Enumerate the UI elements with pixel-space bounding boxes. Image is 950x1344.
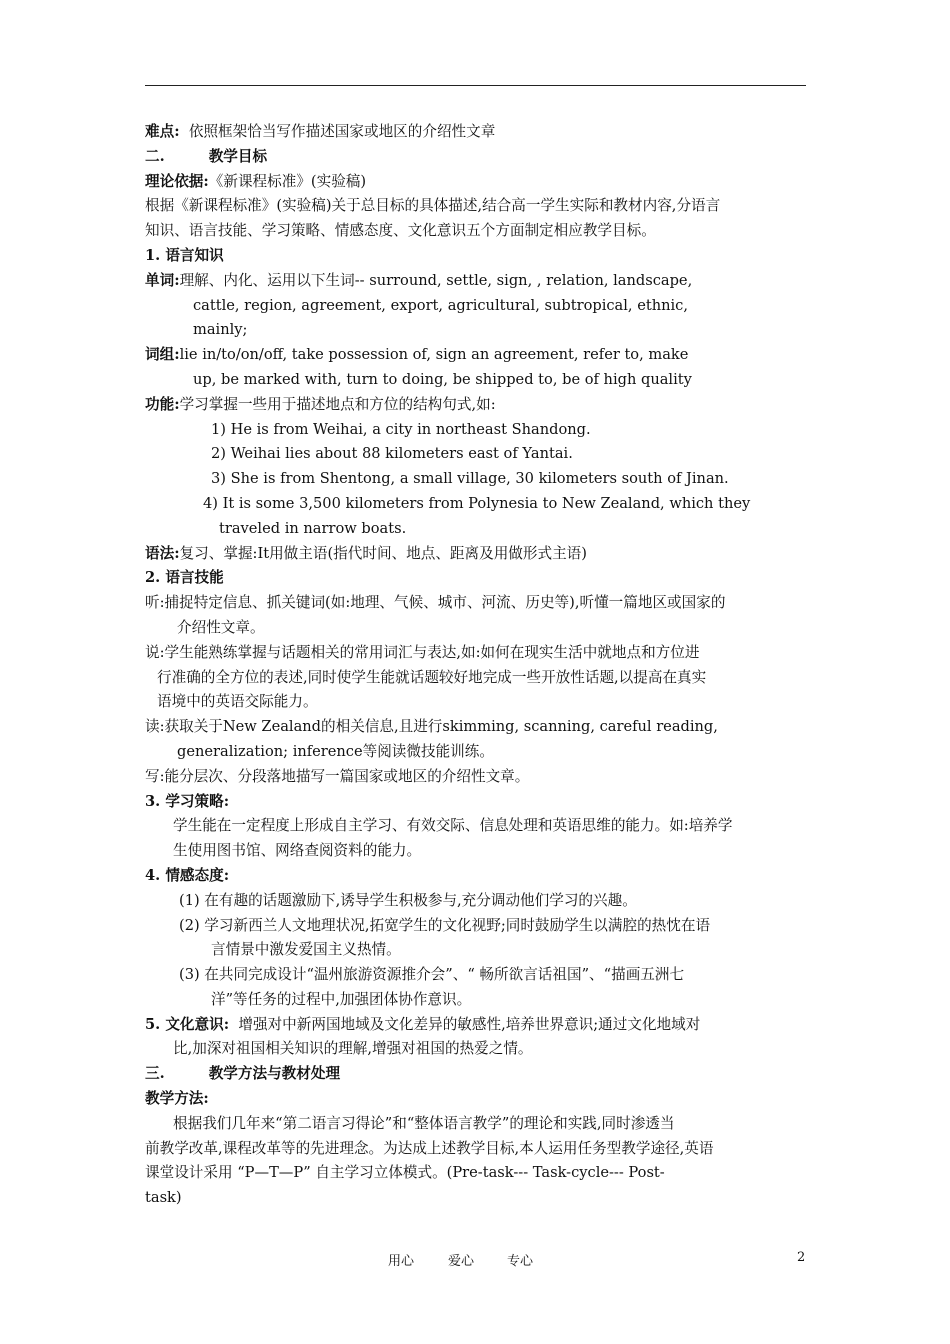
header-rule bbox=[145, 85, 806, 86]
footer-motto: 用心 bbox=[388, 1254, 415, 1269]
section-2-number: 二. bbox=[145, 147, 165, 165]
section-2-heading bbox=[145, 145, 806, 170]
reading-line: 读:获取关于New Zealand的相关信息,且进行skimming, scanning, careful reading, bbox=[145, 718, 718, 736]
phrase-label: 词组: bbox=[145, 346, 180, 364]
phrase-line bbox=[145, 343, 806, 368]
heading-learning-strategy: 3. 学习策略: bbox=[145, 792, 230, 810]
vocab-text: 理解、内化、运用以下生词-- surround, settle, sign, , relation, landscape, bbox=[179, 271, 693, 289]
strategy-line: 生使用图书馆、网络查阅资料的能力。 bbox=[173, 842, 422, 860]
strategy-line: 学生能在一定程度上形成自主学习、有效交际、信息处理和英语思维的能力。如:培养学 bbox=[173, 817, 733, 835]
difficulty-text: 依照框架恰当写作描述国家或地区的介绍性文章 bbox=[188, 123, 496, 140]
heading-language-skills: 2. 语言技能 bbox=[145, 569, 224, 587]
paragraph-line: 知识、语言技能、学习策略、情感态度、文化意识五个方面制定相应教学目标。 bbox=[145, 222, 656, 240]
section-3-heading bbox=[145, 1062, 806, 1087]
vocab-label: 单词: bbox=[145, 271, 180, 289]
method-line: 根据我们几年来“第二语言习得论”和“整体语言教学”的理论和实践,同时渗透当 bbox=[173, 1114, 675, 1132]
page-number: 2 bbox=[797, 1250, 806, 1265]
example-sentence: traveled in narrow boats. bbox=[219, 519, 407, 537]
difficulty-label: 难点: bbox=[145, 123, 180, 140]
culture-line: 比,加深对祖国相关知识的理解,增强对祖国的热爱之情。 bbox=[173, 1040, 533, 1058]
example-sentence: 4) It is some 3,500 kilometers from Polynesia to New Zealand, which they bbox=[203, 494, 751, 512]
attitude-item: 洋”等任务的过程中,加强团体协作意识。 bbox=[211, 990, 472, 1008]
culture-label: 5. 文化意识: bbox=[145, 1015, 230, 1033]
example-sentence: 1) He is from Weihai, a city in northeast Shandong. bbox=[211, 420, 591, 438]
heading-language-knowledge: 1. 语言知识 bbox=[145, 246, 224, 264]
basis-text: 《新课程标准》(实验稿) bbox=[208, 172, 367, 190]
function-line bbox=[145, 393, 806, 418]
attitude-item: (1) 在有趣的话题激励下,诱导学生积极参与,充分调动他们学习的兴趣。 bbox=[179, 891, 637, 909]
speaking-line: 语境中的英语交际能力。 bbox=[157, 693, 318, 711]
vocab-line bbox=[145, 269, 806, 294]
section-3-number: 三. bbox=[145, 1065, 165, 1083]
example-sentence: 3) She is from Shentong, a small village, 30 kilometers south of Jinan. bbox=[211, 470, 729, 488]
writing-line: 写:能分层次、分段落地描写一篇国家或地区的介绍性文章。 bbox=[145, 767, 530, 785]
attitude-item: (2) 学习新西兰人文地理状况,拓宽学生的文化视野;同时鼓励学生以满腔的热忱在语 bbox=[179, 916, 711, 934]
basis-line bbox=[145, 170, 806, 195]
speaking-line: 说:学生能熟练掌握与话题相关的常用词汇与表达,如:如何在现实生活中就地点和方位进 bbox=[145, 643, 700, 661]
function-text: 学习掌握一些用于描述地点和方位的结构句式,如: bbox=[179, 395, 496, 413]
document-body bbox=[145, 120, 806, 1211]
method-label: 教学方法: bbox=[145, 1090, 209, 1108]
footer-motto: 专心 bbox=[507, 1254, 534, 1269]
heading-attitude: 4. 情感态度: bbox=[145, 866, 230, 884]
function-label: 功能: bbox=[145, 395, 180, 413]
example-sentence: 2) Weihai lies about 88 kilometers east of Yantai. bbox=[211, 445, 573, 463]
basis-label: 理论依据: bbox=[145, 172, 209, 190]
culture-text: 增强对中新两国地域及文化差异的敏感性,培养世界意识;通过文化地域对 bbox=[238, 1015, 701, 1033]
speaking-line: 行准确的全方位的表述,同时使学生能就话题较好地完成一些开放性话题,以提高在真实 bbox=[157, 668, 707, 686]
section-3-title: 教学方法与教材处理 bbox=[208, 1065, 341, 1083]
listening-line: 介绍性文章。 bbox=[177, 618, 265, 636]
footer-motto: 爱心 bbox=[448, 1254, 475, 1269]
grammar-line bbox=[145, 542, 806, 567]
listening-line: 听:捕捉特定信息、抓关键词(如:地理、气候、城市、河流、历史等),听懂一篇地区或国家的 bbox=[145, 594, 726, 612]
grammar-text: 复习、掌握:It用做主语(指代时间、地点、距离及用做形式主语) bbox=[179, 544, 587, 562]
attitude-item: (3) 在共同完成设计“温州旅游资源推介会”、“ 畅所欲言话祖国”、“描画五洲七 bbox=[179, 966, 685, 984]
vocab-line: cattle, region, agreement, export, agricultural, subtropical, ethnic, bbox=[193, 296, 688, 314]
difficulty-line bbox=[145, 120, 806, 145]
phrase-text: lie in/to/on/off, take possession of, sign an agreement, refer to, make bbox=[179, 346, 689, 364]
method-line: 课堂设计采用 “P—T—P” 自主学习立体模式。(Pre-task--- Task-cycle--- Post- bbox=[145, 1164, 665, 1182]
paragraph-line: 根据《新课程标准》(实验稿)关于总目标的具体描述,结合高一学生实际和教材内容,分语言 bbox=[145, 197, 721, 215]
section-2-title: 教学目标 bbox=[208, 147, 268, 165]
reading-line: generalization; inference等阅读微技能训练。 bbox=[177, 742, 494, 760]
phrase-line: up, be marked with, turn to doing, be shipped to, be of high quality bbox=[193, 370, 692, 388]
method-line: task) bbox=[145, 1189, 182, 1207]
grammar-label: 语法: bbox=[145, 544, 180, 562]
vocab-line: mainly; bbox=[193, 321, 248, 339]
attitude-item: 言情景中激发爱国主义热情。 bbox=[211, 941, 401, 959]
culture-line bbox=[145, 1013, 806, 1038]
method-line: 前教学改革,课程改革等的先进理念。为达成上述教学目标,本人运用任务型教学途径,英语 bbox=[145, 1139, 714, 1157]
